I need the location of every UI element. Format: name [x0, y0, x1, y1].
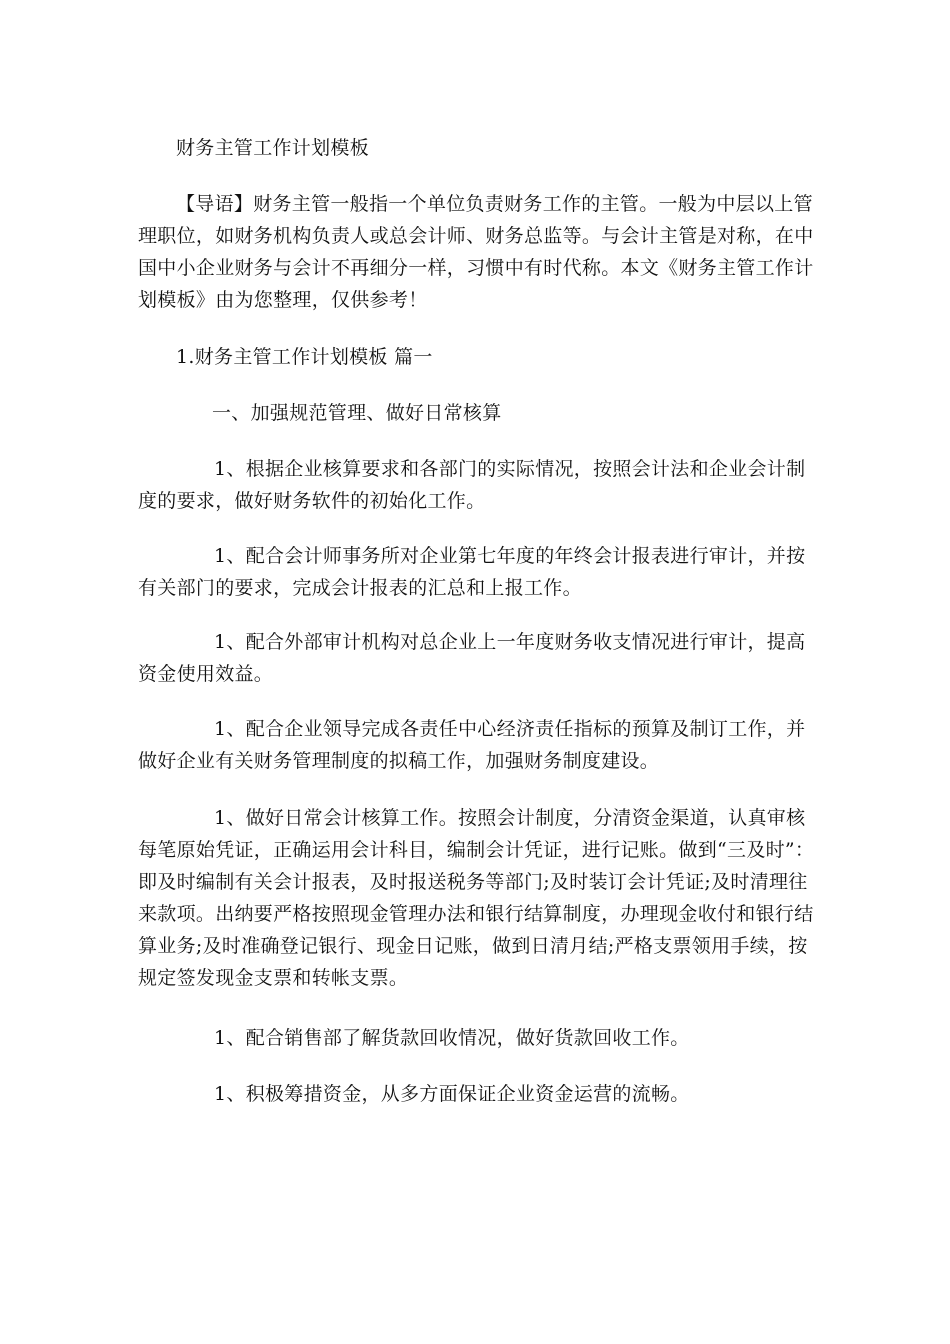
body-paragraph: 1、做好日常会计核算工作。按照会计制度，分清资金渠道，认真审核每笔原始凭证，正确运用会计科目，编制会计凭证，进行记账。做到“三及时”：即及时编制有关会计报表，及时报送税务等部门;及时装订会计凭证;及时清理往来款项。出纳要严格按照现金管理办法和银行结算制度，办理现金收付和银行结算业务;及时准确登记银行、现金日记账，做到日清月结;严格支票领用手续，按规定签发现金支票和转帐支票。	[138, 807, 815, 989]
body-paragraph: 1、配合外部审计机构对总企业上一年度财务收支情况进行审计，提高资金使用效益。	[138, 631, 806, 685]
body-paragraph: 1、根据企业核算要求和各部门的实际情况，按照会计法和企业会计制度的要求，做好财务软件的初始化工作。	[138, 458, 806, 512]
body-paragraph: 1、配合销售部了解货款回收情况，做好货款回收工作。	[214, 1027, 690, 1049]
subsection-heading: 一、加强规范管理、做好日常核算	[212, 402, 502, 424]
section-heading: 1.财务主管工作计划模板 篇一	[176, 346, 433, 368]
body-paragraph: 1、配合企业领导完成各责任中心经济责任指标的预算及制订工作，并做好企业有关财务管理制度的拟稿工作，加强财务制度建设。	[138, 718, 806, 772]
document-title: 财务主管工作计划模板	[176, 137, 370, 159]
body-paragraph: 1、积极筹措资金，从多方面保证企业资金运营的流畅。	[214, 1083, 690, 1105]
body-paragraph: 1、配合会计师事务所对企业第七年度的年终会计报表进行审计，并按有关部门的要求，完成会计报表的汇总和上报工作。	[138, 545, 806, 599]
intro-paragraph: 【导语】财务主管一般指一个单位负责财务工作的主管。一般为中层以上管理职位，如财务机构负责人或总会计师、财务总监等。与会计主管是对称，在中国中小企业财务与会计不再细分一样，习惯中有时代称。本文《财务主管工作计划模板》由为您整理，仅供参考！	[138, 193, 814, 311]
